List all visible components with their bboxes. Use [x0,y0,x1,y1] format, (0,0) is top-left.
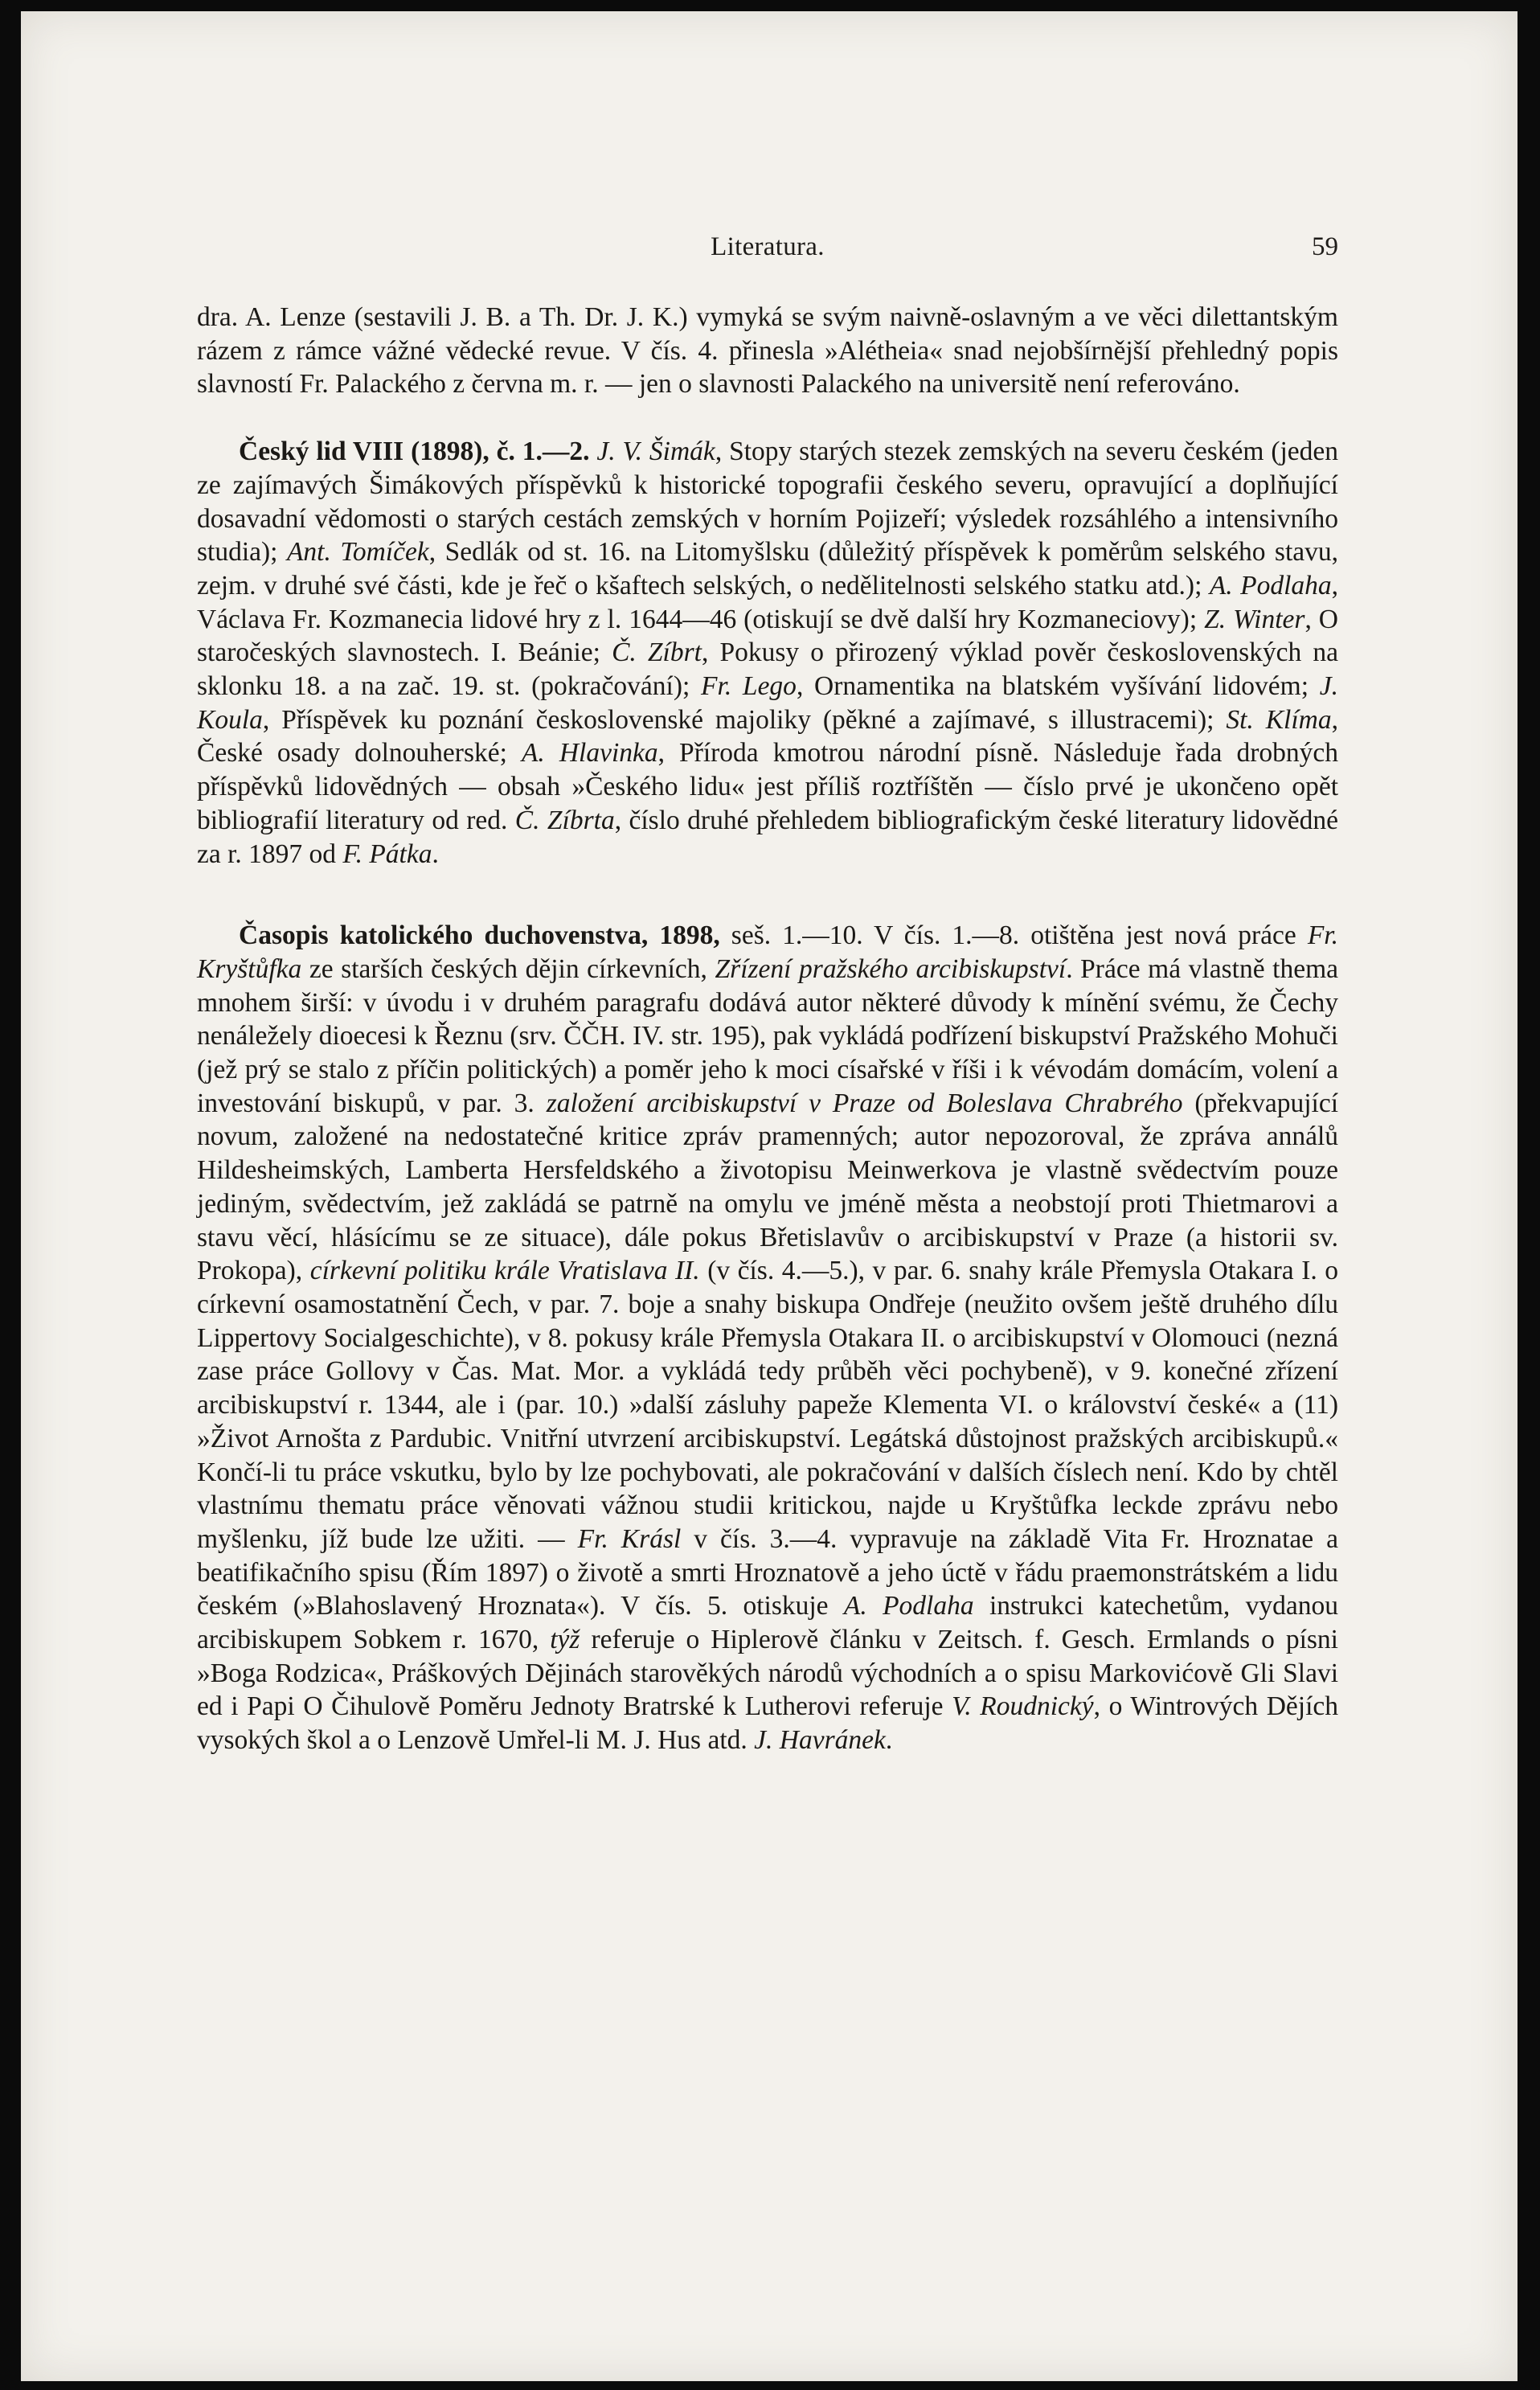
text-run: , o Wintrových Dějích vysokých škol a o Lenzově Umřel-li M. J. Hus atd. [197,1691,1338,1756]
text-run: , Příspěvek ku poznání československé majoliky (pěkné a zajímavé, s illustracemi); [262,704,1227,735]
text-run: instrukci katechetům, vydanou arcibiskupem Sobkem r. 1670, [197,1591,1338,1655]
periodical-title: Český lid VIII (1898), č. 1.—2. [239,437,590,467]
running-title: Literatura. [711,232,825,261]
text-run: dra. A. Lenze (sestavili J. B. a Th. Dr. J. K.) vymyká se svým naivně-oslavným a ve věci dilettantským rázem z rámce vážné vědecké revue. V čís. 4. přinesla »Alétheia« snad nejobšírnější přehledný popis slavností Fr. Palackého z června m. r. — jen o slavnosti Palackého na universitě není referováno. [197,302,1338,400]
page-number: 59 [1312,232,1338,261]
text-run: (v čís. 4.—5.), v par. 6. snahy krále Přemysla Otakara I. o církevní osamostatnění Čech, v par. 7. boje a snahy biskupa Ondřeje (neužito ovšem ještě druhého dílu Lippertovy Socialgeschichte), v 8. pokusy krále Přemysla Otakara II. o arcibiskupství v Olomouci (nezná zase práce Gollovy v Čas. Mat. Mor. a vykládá tedy průběh věci pochybeně), v 9. konečné zřízení arcibiskupství r. 1344, ale i (par. 10.) »další zásluhy papeže Klementa VI. o království české« a (11) »Život Arnošta z Pardubic. Vnitřní utvrzení arcibiskupství. Legátská důstojnost pražských arcibiskupů.« Končí-li tu práce vskutku, bylo by lze pochybovati, ale pokračování v dalších číslech není. Kdo by chtěl vlastnímu thematu práce věnovati vážnou studii kritickou, najde u Kryštůfka leckde zprávu nebo myšlenku, jíž bude lze užiti. — [197,1256,1339,1554]
italic-reference: Fr. Krásl [577,1523,682,1554]
text-run: , Sedlák od st. 16. na Litomyšlsku (důležitý příspěvek k poměrům selského stavu, zejm. v druhé své části, kde je řeč o kšaftech selských, o nedělitelnosti selského statku atd.); [197,537,1338,601]
italic-reference: A. Podlaha [843,1591,974,1621]
italic-reference: Č. Zíbrta [514,805,615,835]
text-run: referuje o Hiplerově článku v Zeitsch. f. Gesch. Ermlands o písni »Boga Rodzica«, Práškových Dějinách starověkých národů východních a o spisu Markovićově Gli Slavi ed i Papi O Čihulově Poměru Jednoty Bratrské k Lutherovi referuje [197,1625,1338,1722]
text-run: , Pokusy o přirozený výklad pověr československých na sklonku 18. a na zač. 19. st. (pokračování); [197,637,1338,702]
italic-reference: V. Roudnický [952,1691,1094,1722]
text-run: , Ornamentika na blatském vyšívání lidovém; [796,671,1320,702]
paragraph-continuation [197,301,1338,401]
italic-reference: A. Hlavinka [521,738,658,769]
review-entry-casopis-katolickeho-duchovenstva [197,919,1338,1757]
text-run: (překvapující novum, založené na nedostatečné kritice zpráv pramenných; autor nepozoroval, že zpráva annálů Hildesheimských, Lamberta Hersfeldského a životopisu Meinwerkova je vlastně svědectvím pouze jediným, svědectvím, jež zakládá se patrně na omylu ve jméně města a neobstojí proti Thietmarovi a stavu věcí, hlásícímu se ze situace), dále pokus Břetislavův o arcibiskupství v Praze (a historii sv. Prokopa), [197,1088,1339,1286]
italic-reference: Č. Zíbrt [612,637,702,668]
text-run: . [432,838,439,869]
italic-reference: A. Podlaha [1209,570,1332,601]
italic-reference: Z. Winter [1204,604,1305,634]
text-run: seš. 1.—10. V čís. 1.—8. otištěna jest nová práce [719,920,1308,951]
text-run: , České osady dolnouherské; [197,704,1338,769]
text-run: , O staročeských slavnostech. I. Beánie; [197,604,1338,668]
italic-reference: J. Havránek [754,1725,886,1756]
italic-reference: Fr. Lego [701,671,797,702]
italic-reference: církevní politiku krále Vratislava II. [309,1256,700,1286]
italic-reference: J. V. Šimák [596,437,715,467]
text-run: , Stopy starých stezek zemských na severu českém (jeden ze zajímavých Šimákových příspěvků k historické topografii českého severu, opravující a doplňující dosavadní vědomosti o starých cestách zemských v horním Pojizeří; výsledek rozsáhlého a intensivního studia); [197,437,1339,568]
text-run: . [885,1725,893,1756]
running-header [197,232,1338,273]
italic-reference: St. Klíma [1226,704,1332,735]
italic-reference: týž [550,1625,580,1655]
periodical-title: Časopis katolického duchovenstva, 1898, [239,920,720,951]
text-run: , Václava Fr. Kozmanecia lidové hry z l. 1644—46 (otiskují se dvě další hry Kozmaneciovy); [197,570,1338,634]
italic-reference: založení arcibiskupství v Praze od Boleslava Chrabrého [546,1088,1183,1118]
text-run: , číslo druhé přehledem bibliografickým české literatury lidovědné za r. 1897 od [197,805,1338,869]
page-sheet [21,11,1517,2381]
text-run: , Příroda kmotrou národní písně. Následuje řada drobných příspěvků lidovědných — obsah »Českého lidu« jest příliš roztříštěn — číslo prvé je ukončeno opět bibliografií literatury od red. [197,738,1338,835]
text-run: . Práce má vlastně thema mnohem širší: v úvodu i v druhém paragrafu dodává autor některé důvody k mínění svému, že Čechy nenáležely dioecesi k Řeznu (srv. ČČH. IV. str. 195), pak vykládá podřízení biskupství Pražského Mohuči (jež prý se stalo z příčin politických) a poměr jeho k moci císařské v říši i k vévodám domácím, volení a investování biskupů, v par. 3. [197,953,1338,1118]
italic-reference: J. Koula [197,671,1338,735]
body-text [197,301,1338,1757]
italic-reference: F. Pátka [342,838,432,869]
review-entry-cesky-lid [197,435,1338,871]
text-run: v čís. 3.—4. vypravuje na základě Vita Fr. Hroznatae a beatifikačního spisu (Řím 1897) o životě a smrti Hroznatově a jeho úctě v řádu praemonstrátském a lidu českém (»Blahoslavený Hroznata«). V čís. 5. otiskuje [197,1523,1339,1621]
italic-reference: Fr. Kryštůfka [197,920,1338,984]
text-run: ze starších českých dějin církevních, [301,953,715,984]
italic-reference: Ant. Tomíček [286,537,429,568]
italic-reference: Zřízení pražského arcibiskupství [715,953,1067,984]
